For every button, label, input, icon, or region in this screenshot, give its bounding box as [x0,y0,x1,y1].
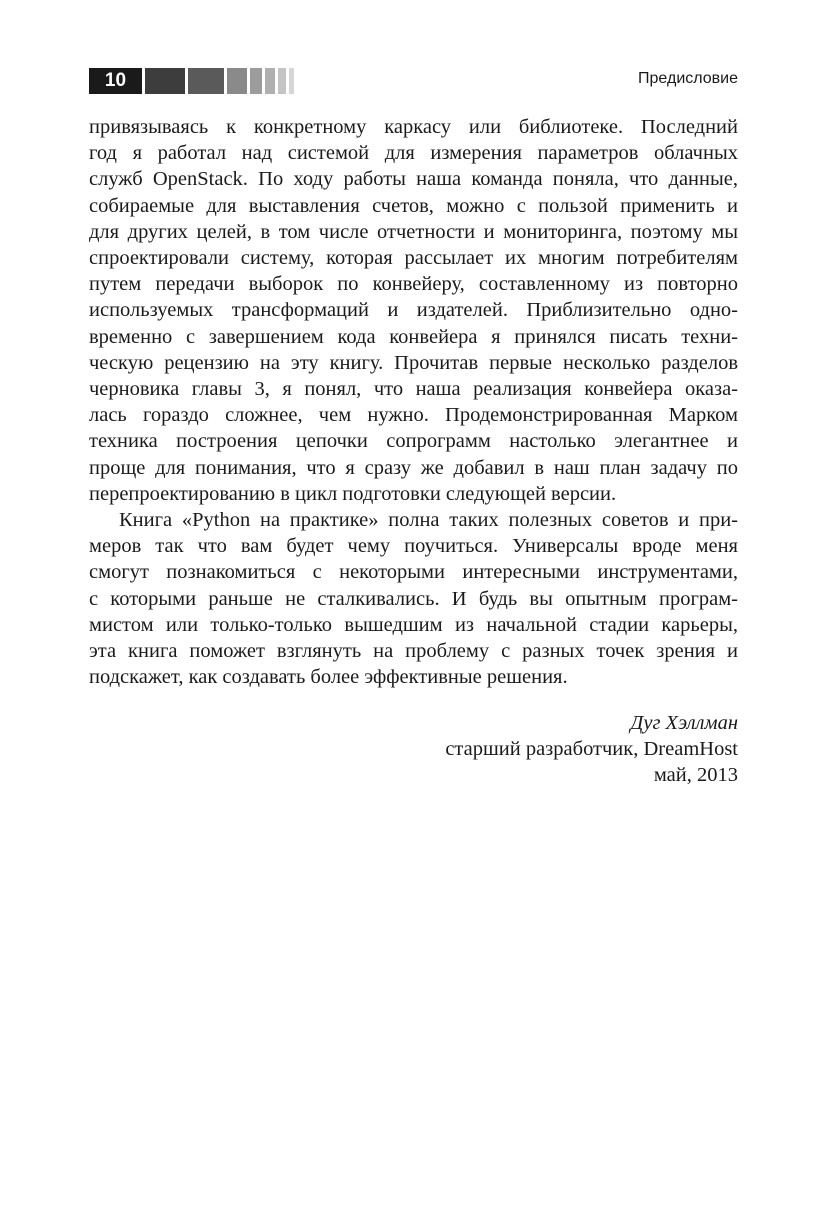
text-line: черновика главы 3, я понял, что наша реализация конвейера оказа- [89,378,738,401]
page-number: 10 [89,68,142,94]
text-line: спроектировали систему, которая рассылает их многим потребителям [89,247,738,270]
body-text [89,114,738,690]
header-bar-3 [227,68,247,94]
signature-name: Дуг Хэллман [630,712,738,734]
header-bar-2 [188,68,224,94]
text-line: служб OpenStack. По ходу работы наша команда поняла, что данные, [89,168,738,191]
header-bar-1 [145,68,185,94]
header-bar-5 [265,68,275,94]
text-line: временно с завершением кода конвейера я принялся писать техни- [89,325,738,348]
header-bar-4 [250,68,262,94]
text-line: с которыми раньше не сталкивались. И будь вы опытным програм- [89,587,738,610]
text-line: перепроектированию в цикл подготовки следующей версии. [89,482,617,505]
text-line: эта книга поможет взглянуть на проблему с разных точек зрения и [89,640,738,663]
text-line: собираемые для выставления счетов, можно с пользой применить и [89,194,738,217]
text-line: меров так что вам будет чему поучиться. Универсалы вроде меня [89,535,738,558]
text-line: проще для понимания, что я сразу же добавил в наш план задачу по [89,456,738,479]
text-line: год я работал над системой для измерения параметров облачных [89,142,738,165]
text-line: Книга «Python на практике» полна таких полезных советов и при- [119,509,738,532]
text-line: техника построения цепочки сопрограмм настолько элегантнее и [89,430,738,453]
text-line: подскажет, как создавать более эффективные решения. [89,666,568,689]
signature-title: старший разработчик, DreamHost [445,738,738,761]
running-title: Предисловие [638,70,738,87]
header-bar-6 [278,68,286,94]
text-line: мистом или только-только вышедшим из начальной стадии карьеры, [89,613,738,636]
text-line: привязываясь к конкретному каркасу или библиотеке. Последний [89,116,738,138]
text-line: для других целей, в том числе отчетности и мониторинга, поэтому мы [89,220,738,243]
text-line: лась гораздо сложнее, чем нужно. Продемонстрированная Марком [89,404,738,427]
text-line: путем передачи выборок по конвейеру, составленному из повторно [89,273,738,296]
header-bar-7 [289,68,294,94]
text-line: используемых трансформаций и издателей. Приблизительно одно- [89,299,738,322]
page-header [89,68,738,94]
text-line: смогут познакомиться с некоторыми интересными инструментами, [89,561,738,584]
text-line: ческую рецензию на эту книгу. Прочитав первые несколько разделов [89,351,738,374]
signature-block [445,710,738,789]
signature-date: май, 2013 [653,764,738,787]
